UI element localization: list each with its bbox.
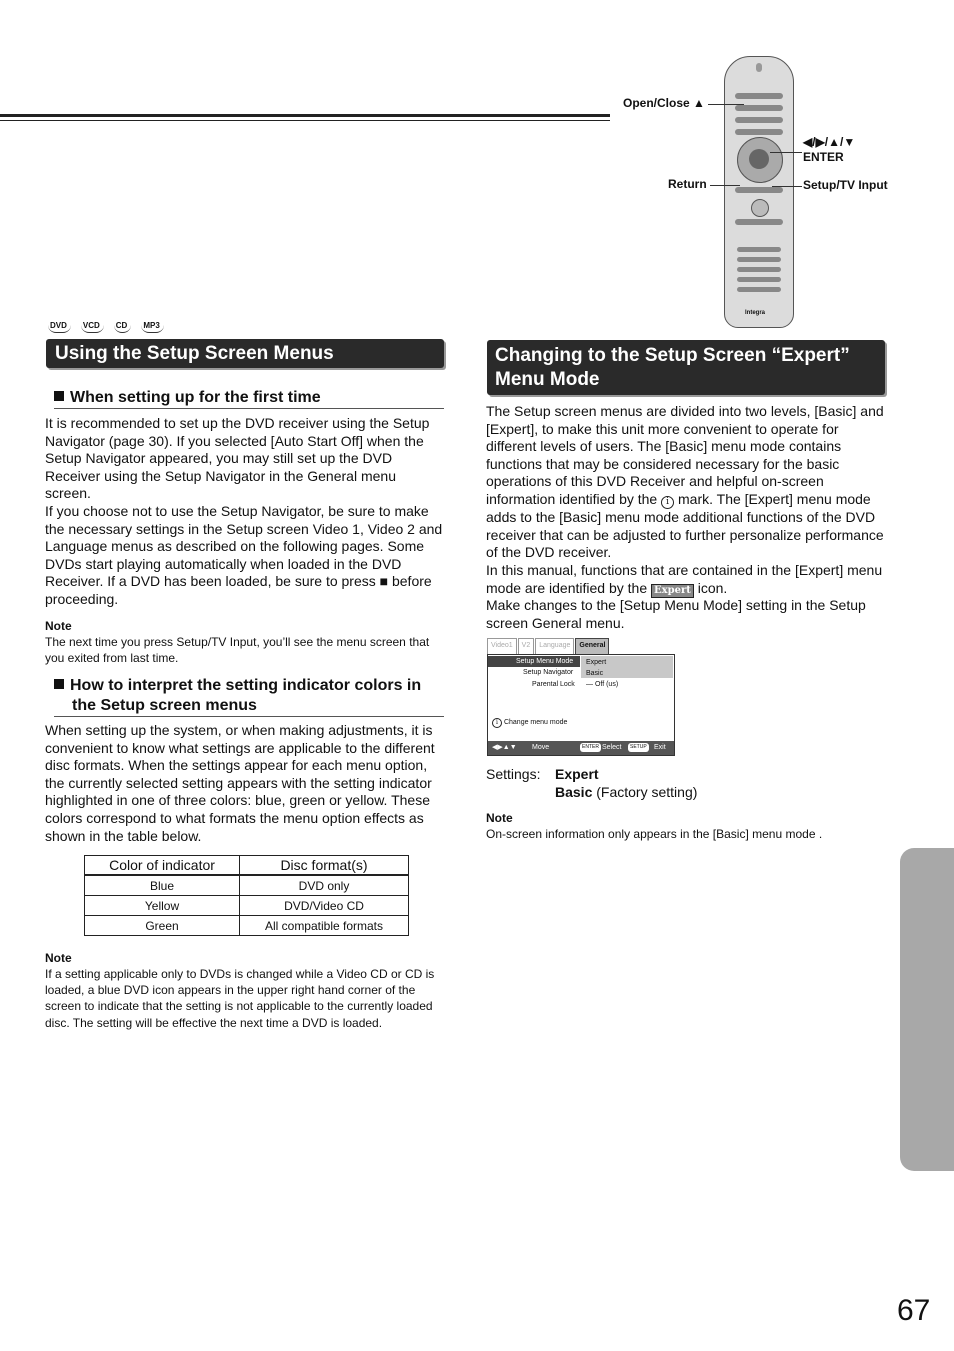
table-cell: Yellow — [85, 896, 240, 916]
info-mark-icon: i — [661, 496, 674, 509]
remote-button-row — [737, 257, 781, 262]
paragraph-expert-functions — [486, 562, 888, 598]
remote-brand: Integra — [745, 310, 766, 316]
table-cell: DVD/Video CD — [240, 896, 409, 916]
screen-row-label: Setup Navigator — [523, 669, 574, 676]
screen-row-value: Basic — [586, 670, 604, 677]
paragraph-change-setting: Make changes to the [Setup Menu Mode] setting in the Setup screen General menu. — [486, 597, 866, 631]
arrows-callout: ◀/▶/▲/▼ — [803, 135, 856, 149]
table-cell: All compatible formats — [240, 916, 409, 936]
arrow-keys-icon: ◀▶▲▼ — [492, 744, 517, 751]
setup-tag: SETUP — [630, 744, 647, 750]
chapter-side-tab — [900, 848, 954, 1171]
subheading-indicator-colors — [54, 676, 444, 717]
section-heading-setup-menus: Using the Setup Screen Menus — [46, 339, 444, 368]
paragraph-setup-navigator: It is recommended to set up the DVD receiver using the Setup Navigator (page 30). If you selected [Auto Start Off] when the Setup Navigator appeared, you may still set up the DVD Receiver using the Setup Navigator in the General menu screen. — [45, 415, 430, 502]
select-label: Select — [602, 744, 622, 751]
disc-badge: DVD — [48, 321, 71, 333]
disc-badge: MP3 — [141, 321, 163, 333]
paragraph-indicator-colors: When setting up the system, or when making adjustments, it is convenient to know what settings are applicable to the different disc formats. When the settings appear for each menu option, the currently selected setting appears with the setting indicator highlighted in one of three colors: blue, green or yellow. These colors correspond to what formats the menu option effects as shown in the table below. — [45, 722, 435, 844]
screen-row-label: Parental Lock — [532, 681, 575, 688]
tab-v2: V2 — [518, 638, 535, 654]
info-mark-icon: i — [492, 718, 502, 728]
subheading-text: When setting up for the first time — [70, 389, 321, 406]
enter-tag: ENTER — [582, 744, 599, 750]
table-row — [85, 916, 409, 936]
text-span: icon. — [697, 579, 728, 596]
remote-button-row — [735, 93, 783, 99]
note-body: The next time you press Setup/TV Input, you’ll see the menu screen that you exited from last time. — [45, 635, 430, 666]
disc-badge: VCD — [81, 321, 104, 333]
table-cell: Green — [85, 916, 240, 936]
tab-general: General — [575, 638, 609, 654]
screen-row-value: Expert — [586, 659, 607, 666]
remote-button-row — [735, 187, 783, 193]
note-body: If a setting applicable only to DVDs is changed while a Video CD or CD is loaded, a blue DVD icon appears in the upper right hand corner of the screen to indicate that the setting is not applicable to the currently loaded disc. The setting will be effective the next time a DVD is loaded. — [45, 967, 435, 1030]
note-title: Note — [45, 619, 72, 633]
table-row — [85, 875, 409, 896]
leader-line — [770, 152, 802, 153]
header-rule-thin — [0, 120, 610, 121]
tab-language: Language — [535, 638, 574, 654]
square-bullet-icon — [54, 391, 64, 401]
open-close-callout: Open/Close ▲ — [623, 96, 705, 110]
screen-row-label: Setup Menu Mode — [516, 658, 574, 665]
remote-button-row — [737, 277, 781, 282]
table-header: Color of indicator — [85, 856, 240, 876]
screen-info-text: Change menu mode — [503, 719, 568, 726]
leader-line — [708, 104, 744, 105]
table-row — [85, 896, 409, 916]
note-title: Note — [486, 811, 513, 825]
power-led — [756, 63, 762, 72]
text-span: mark. The [Expert] menu mode adds to the [Basic] menu mode additional functions of the DVD receiver that can be adjusted to further personalize performance of the DVD receiver. — [486, 490, 884, 561]
setting-basic-note: (Factory setting) — [596, 784, 698, 800]
screen-info — [492, 717, 567, 728]
move-label: Move — [532, 744, 550, 751]
return-callout: Return — [668, 177, 707, 191]
header-rule — [0, 114, 610, 117]
disc-badge: CD — [114, 321, 132, 333]
disc-format-badges — [48, 321, 164, 333]
setup-screen-illustration — [487, 638, 675, 756]
table-header-row — [85, 856, 409, 876]
screen-row-value: — Off (us) — [586, 681, 619, 688]
screen-control-bar — [488, 741, 674, 755]
remote-button-row — [737, 287, 781, 292]
remote-button-row — [735, 117, 783, 123]
exit-label: Exit — [654, 744, 666, 751]
remote-button-row — [735, 129, 783, 135]
table-cell: Blue — [85, 875, 240, 896]
remote-button-row — [735, 219, 783, 225]
screen-tabs — [487, 638, 610, 654]
setup-tv-input-callout: Setup/TV Input — [803, 178, 888, 192]
remote-control-illustration — [724, 56, 794, 328]
square-bullet-icon — [54, 679, 64, 689]
indicator-color-table — [84, 855, 409, 936]
note-title: Note — [45, 951, 72, 965]
section-heading-expert-mode: Changing to the Setup Screen “Expert” Menu Mode — [487, 340, 885, 395]
subheading-first-time — [54, 388, 444, 409]
screen-panel — [487, 654, 675, 756]
table-header: Disc format(s) — [240, 856, 409, 876]
expert-icon: Expert — [651, 584, 694, 598]
text-span: In this manual, functions that are contained in the [Expert] menu mode are identified by the — [486, 562, 883, 596]
settings-label: Settings: — [486, 766, 541, 782]
enter-callout: ENTER — [803, 150, 844, 164]
play-button-graphic — [751, 199, 769, 217]
setting-expert: Expert — [555, 766, 599, 782]
paragraph-manual-settings: If you choose not to use the Setup Navigator, be sure to make the necessary settings in the Setup screen Video 1, Video 2 and Language menus as described on the following pages. Some DVDs start playing automatically when loaded in the DVD Receiver. If a DVD has been loaded, be sure to press ■ before proceeding. — [45, 503, 443, 607]
page-number: 67 — [897, 1294, 931, 1327]
subheading-text: How to interpret the setting indicator colors in the Setup screen menus — [70, 677, 422, 714]
leader-line — [772, 186, 802, 187]
paragraph-menu-levels — [486, 403, 888, 562]
text-span: The Setup screen menus are divided into two levels, [Basic] and [Expert], to make this unit more convenient to operate for different levels of users. The [Basic] menu mode contains functions that may be considered necessary for the basic operations of this DVD Receiver and helpful on-screen information identified by the — [486, 403, 884, 507]
enter-button-graphic — [749, 149, 769, 169]
setting-basic-label: Basic — [555, 784, 593, 800]
leader-line — [710, 185, 740, 186]
remote-button-row — [737, 267, 781, 272]
tab-video1: Video1 — [487, 638, 517, 654]
setting-basic — [555, 784, 697, 802]
note-body: On-screen information only appears in the [Basic] menu mode . — [486, 827, 823, 841]
remote-button-row — [737, 247, 781, 252]
table-cell: DVD only — [240, 875, 409, 896]
remote-button-row — [735, 105, 783, 111]
